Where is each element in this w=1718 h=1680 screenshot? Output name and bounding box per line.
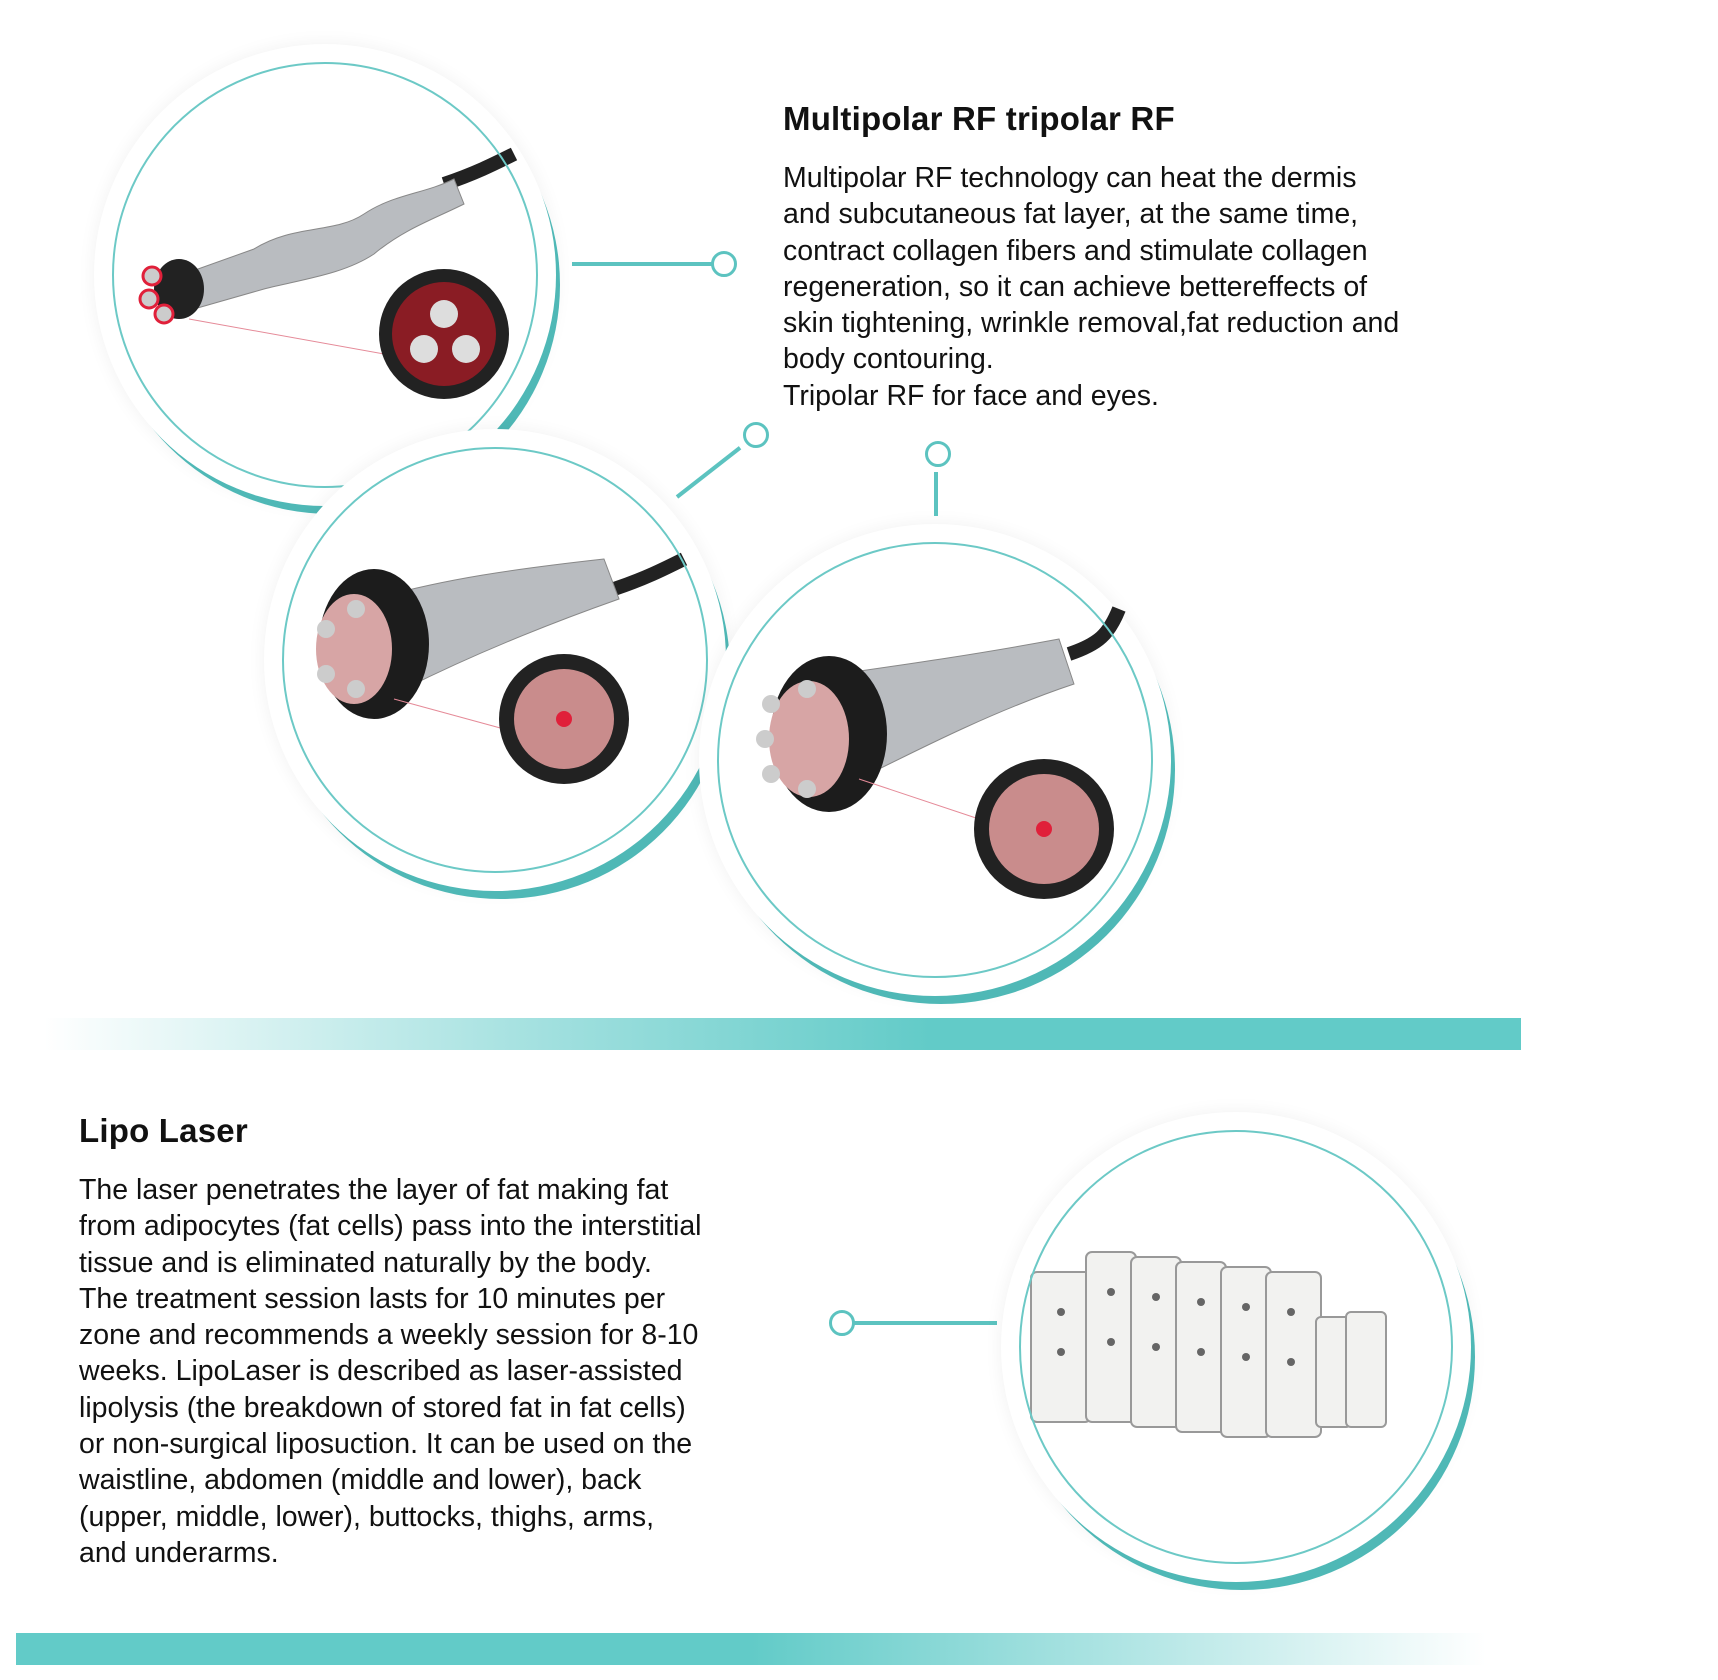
connector-dot-icon — [925, 441, 951, 467]
footer-divider — [16, 1633, 1486, 1665]
connector-dot-icon — [829, 1310, 855, 1336]
multipolar-rf-8-pole-image — [699, 524, 1171, 996]
rf-description: Multipolar RF technology can heat the dermis and subcutaneous fat layer, at the same time, contract collagen fibers and stimulate collagen regeneration, so it can achieve bettereffects of skin tightening, wrinkle removal,fat reduction and body contouring. Tripolar RF for face and eyes. — [783, 162, 1400, 412]
lipo-description: The laser penetrates the layer of fat making fat from adipocytes (fat cells) pass into the interstitial tissue and is eliminated naturally by the body. The treatment session lasts for 10 minutes per zone and recommends a weekly session for 8-10 weeks. LipoLaser is described as laser-assisted lipolysis (the breakdown of stored fat in fat cells) or non-surgical liposuction. It can be used on the waistline, abdomen (middle and lower), back (upper, middle, lower), buttocks, thighs, arms, and underarms. — [79, 1174, 702, 1569]
connector-line — [852, 1321, 997, 1325]
connector-line — [934, 472, 938, 516]
rf-title: Multipolar RF tripolar RF — [783, 100, 1175, 137]
lipo-section — [79, 1112, 819, 1571]
connector-dot-icon — [711, 251, 737, 277]
multipolar-rf-6-pole-image — [264, 429, 726, 891]
lipo-laser-pads-image — [1001, 1112, 1471, 1582]
rf-section — [783, 100, 1503, 414]
connector-line — [572, 262, 714, 266]
section-divider — [44, 1018, 1521, 1050]
lipo-title: Lipo Laser — [79, 1112, 248, 1149]
connector-dot-icon — [743, 422, 769, 448]
